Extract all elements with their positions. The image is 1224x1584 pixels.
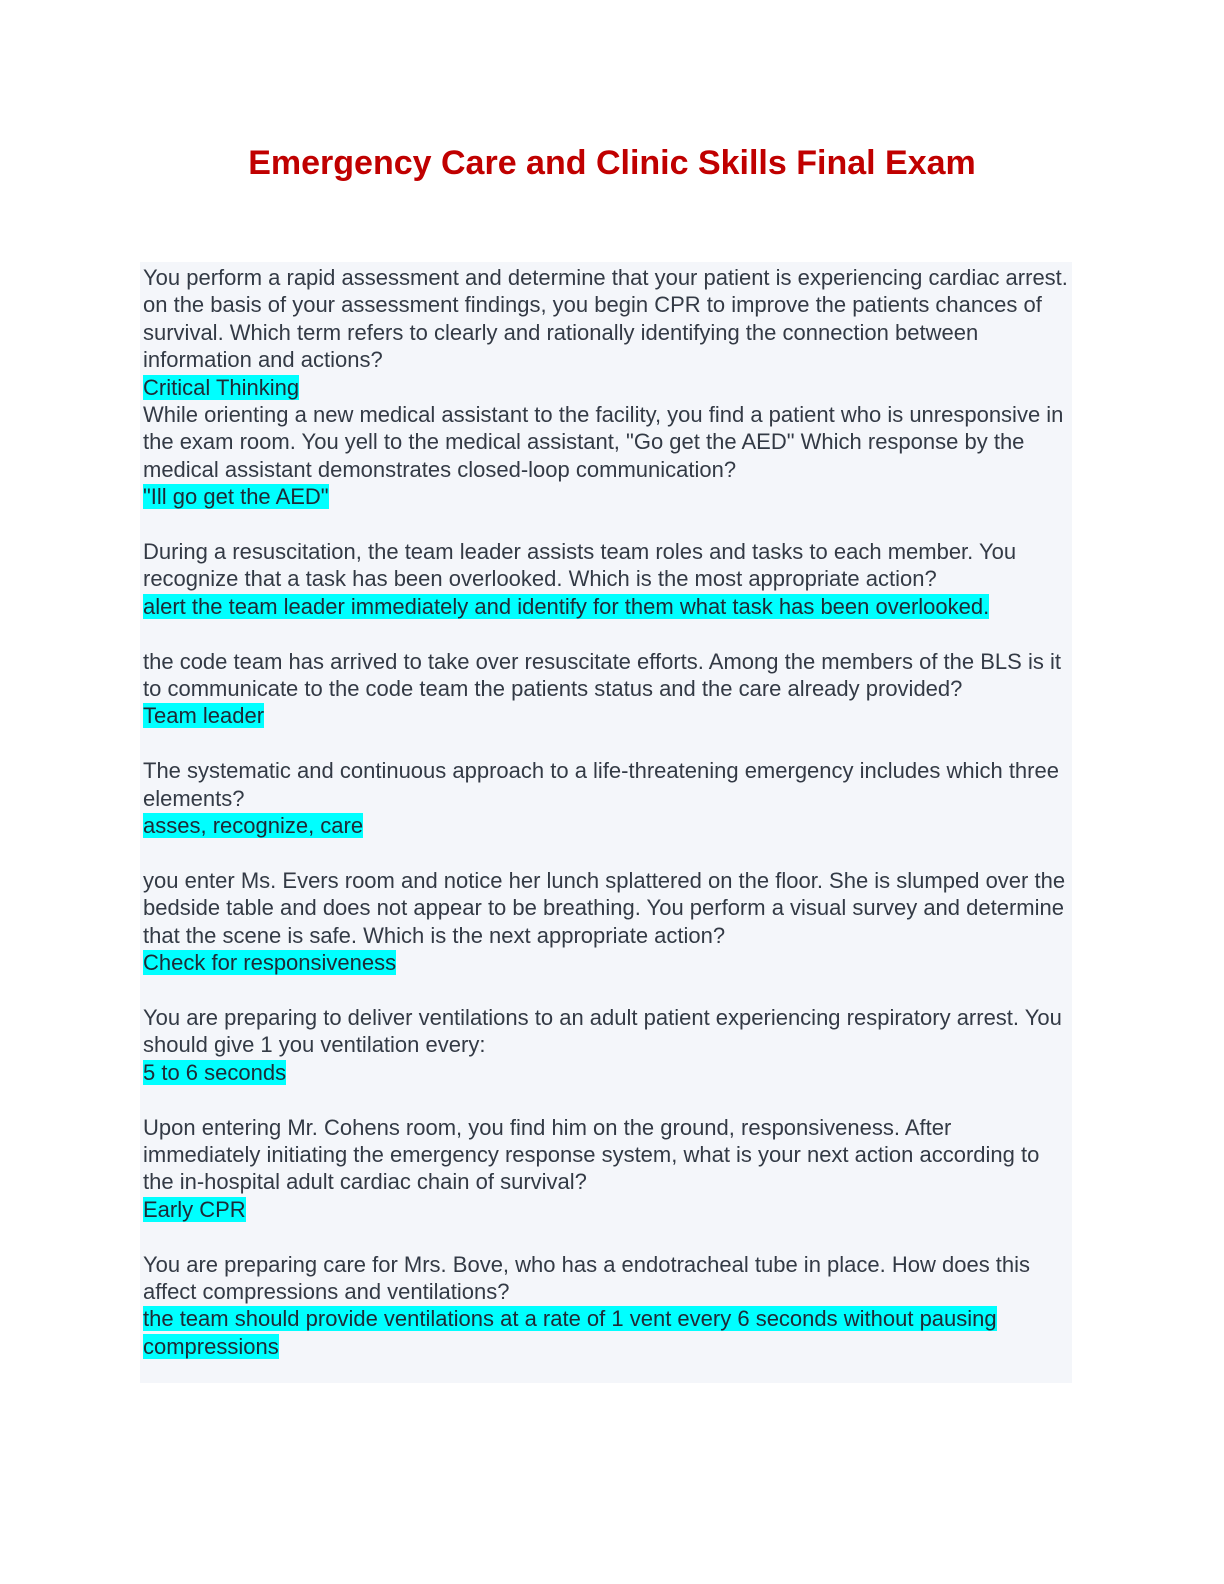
answer-highlight: Critical Thinking — [143, 374, 300, 400]
question-text: The systematic and continuous approach to a life-threatening emergency includes which three elements? — [143, 758, 1059, 811]
question-text: the code team has arrived to take over resuscitate efforts. Among the members of the BLS is it to communicate to the code team the patients status and the care already provided? — [143, 648, 1061, 702]
qa-item — [143, 648, 1072, 730]
question-text: While orienting a new medical assistant to the facility, you find a patient who is unresponsive in the exam room. You yell to the medical assistant, "Go get the AED" Which response by the medical assistant demonstrates closed-loop communication? — [143, 402, 1064, 482]
answer-line — [143, 1305, 1072, 1360]
qa-item — [143, 538, 1072, 620]
answer-line — [143, 1196, 1072, 1223]
qa-item — [143, 1114, 1072, 1224]
question-text: During a resuscitation, the team leader assists team roles and tasks to each member. You recognize that a task has been overlooked. Which is the most appropriate action? — [143, 539, 1017, 592]
qa-item — [143, 401, 1072, 511]
answer-highlight: "Ill go get the AED" — [143, 484, 329, 510]
question-text: You are preparing to deliver ventilations to an adult patient experiencing respiratory arrest. You should give 1 you ventilation every: — [143, 1004, 1062, 1058]
question-text: You perform a rapid assessment and determine that your patient is experiencing cardiac arrest. on the basis of your assessment findings, you begin CPR to improve the patients chances of survival. Which term refers to clearly and rationally identifying the connection between information and actions? — [143, 265, 1068, 373]
question-text: You are preparing care for Mrs. Bove, who has a endotracheal tube in place. How does this affect compressions and ventilations? — [143, 1251, 1031, 1304]
answer-line — [143, 483, 1072, 510]
qa-item — [143, 1004, 1072, 1086]
answer-highlight: Team leader — [143, 703, 265, 729]
page-title: Emergency Care and Clinic Skills Final Exam — [248, 144, 976, 182]
answer-line — [143, 949, 1072, 976]
answer-highlight: asses, recognize, care — [143, 813, 364, 839]
question-text: Upon entering Mr. Cohens room, you find him on the ground, responsiveness. After immediately initiating the emergency response system, what is your next action according to the in-hospital adult cardiac chain of survival? — [143, 1114, 1040, 1195]
answer-line — [143, 593, 1072, 620]
answer-highlight: Early CPR — [143, 1196, 246, 1222]
question-text: you enter Ms. Evers room and notice her lunch splattered on the floor. She is slumped over the bedside table and does not appear to be breathing. You perform a visual survey and determine that the scene is safe. Which is the next appropriate action? — [143, 867, 1066, 948]
answer-line — [143, 374, 1072, 401]
qa-panel — [140, 262, 1072, 1383]
qa-item — [143, 757, 1072, 839]
answer-highlight: the team should provide ventilations at a rate of 1 vent every 6 seconds without pausing compressions — [143, 1306, 997, 1359]
qa-item — [143, 1251, 1072, 1361]
answer-line — [143, 1059, 1072, 1086]
qa-item — [143, 264, 1072, 401]
answer-line — [143, 702, 1072, 729]
qa-item — [143, 867, 1072, 977]
answer-highlight: 5 to 6 seconds — [143, 1059, 287, 1085]
answer-line — [143, 812, 1072, 839]
answer-highlight: alert the team leader immediately and identify for them what task has been overlooked. — [143, 593, 990, 619]
answer-highlight: Check for responsiveness — [143, 950, 397, 976]
